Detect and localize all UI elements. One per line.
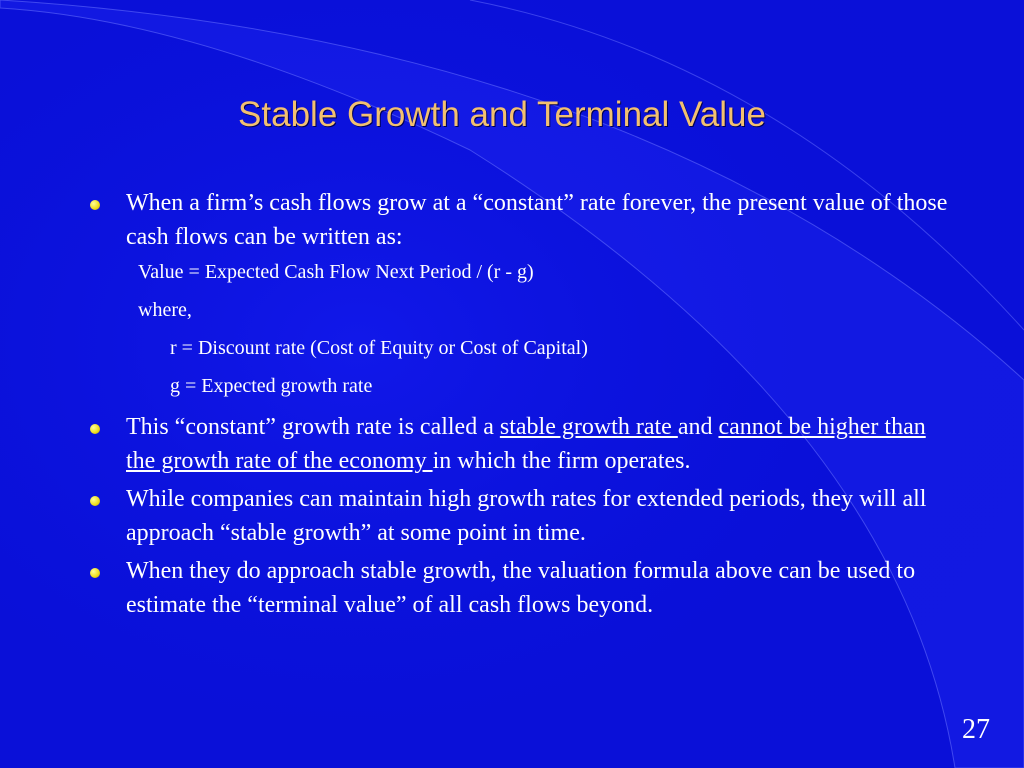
formula-line: Value = Expected Cash Flow Next Period / (r - g) [138,261,534,283]
page-number: 27 [962,714,990,745]
bullet-text: When they do approach stable growth, the valuation formula above can be used to estimate the “terminal value” of all cash flows beyond. [126,558,916,618]
bullet-text-part: in which the firm operates. [432,448,691,474]
bullet-text: While companies can maintain high growth rates for extended periods, they will all approach “stable growth” at some point in time. [126,486,927,546]
bullet-dot-icon [90,496,100,506]
bullet-item [90,186,950,254]
formula-definition-g: g = Expected growth rate [170,375,373,397]
bullet-item [90,410,950,478]
bullet-dot-icon [90,424,100,434]
bullet-text: When a firm’s cash flows grow at a “constant” rate forever, the present value of those cash flows can be written as: [126,190,948,250]
slide-title: Stable Growth and Terminal Value [238,95,766,134]
formula-where: where, [138,299,192,321]
bullet-dot-icon [90,200,100,210]
underlined-term-stable-growth-rate: stable growth rate [499,414,678,440]
bullet-dot-icon [90,568,100,578]
bullet-text-part: and [677,414,719,440]
formula-definition-r: r = Discount rate (Cost of Equity or Cost of Capital) [170,337,588,359]
slide-content [90,186,950,626]
bullet-text-part: This “constant” growth rate is called a [126,414,500,440]
bullet-item [90,554,950,622]
bullet-item [90,482,950,550]
underlined-term-growth-limit: cannot be higher than the growth rate of the economy [126,414,926,474]
